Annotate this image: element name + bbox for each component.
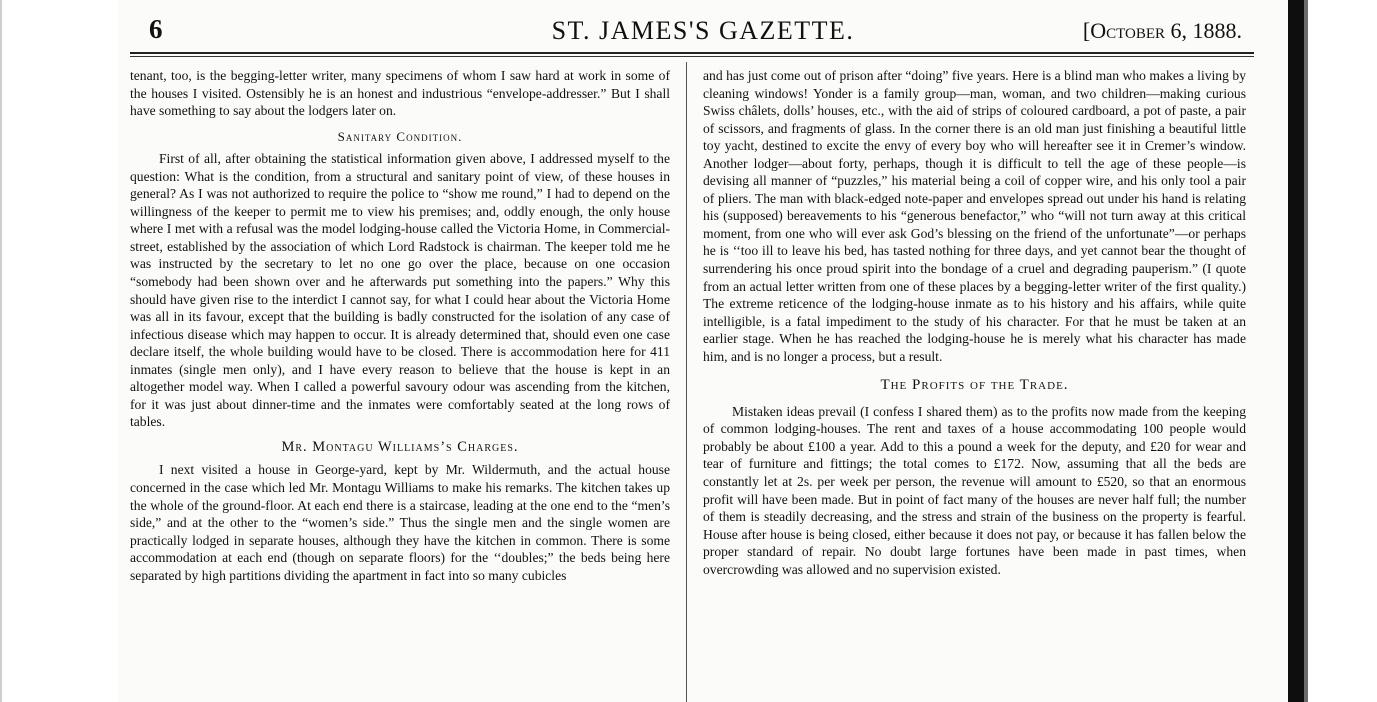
header-rule-bottom [130,56,1254,57]
viewer-right-margin [1308,0,1377,702]
heading-sanitary-condition: Sanitary Condition. [337,128,463,144]
heading-montagu-williams: Mr. Montagu Williams’s Charges. [281,438,519,455]
left-paragraph-george-yard: I next visited a house in George-yard, kept by Mr. Wildermuth, and the actual house concerned in the case which led Mr. Montagu Williams to make his remarks. The kitchen takes up the whole of the ground-floor. At each end there is a staircase, leading at the one end to the “men’s side,” and at the other to the “women’s side.” Thus the single men and the single women are practically lodged in separate houses, although they have the kitchen in common. There is some accommodation at each end (though on separate floors) for the ‘‘doubles;” the beds being here separated by high partitions dividing the apartment in fact into so many cubicles [130,462,670,583]
issue-date: [October 6, 1888. [1082,18,1242,43]
newspaper-page [118,0,1288,702]
right-column [703,67,1246,578]
left-paragraph-sanitary: First of all, after obtaining the statistical information given above, I addressed myself to the question: What is the condition, from a structural and sanitary point of view, of these houses in general? As I was not authorized to require the police to “show me round,” I had to depend on the willingness of the keeper to permit me to view his premises; and, oddly enough, the only house where I met with a refusal was the model lodging-house called the Victoria Home, in Commercial-street, established by the association of which Lord Radstock is chairman. The keeper told me he was instructed by the secretary to let no one go over the place, because on one occasion “somebody had been shown over and he afterwards put something into the papers.” Why this should have given rise to the interdict I cannot say, for what I could hear about the Victoria Home was all in its favour, except that the building is badly constructed for the isolation of any case of infectious disease which may happen to occur. It is already determined that, should even one case declare itself, the whole building would have to be closed. There is accommodation here for 411 inmates (single men only), and I have every reason to believe that the house is kept in an altogether model way. When I called a powerful savoury odour was ascending from the kitchen, for it was just about dinner-time and the inmates were comfortably seated at the long rows of tables. [130,151,670,430]
header-rule-top [130,52,1254,54]
right-paragraph-lodgers: and has just come out of prison after “doing” five years. Here is a blind man who makes a living by cleaning windows! Yonder is a family group—man, woman, and two children—making curious Swiss châlets, dolls’ houses, etc., with the aid of strips of coloured cardboard, a pot of paste, a pair of scissors, and fragments of glass. In the corner there is an old man just finishing a beautiful little toy yacht, destined to excite the envy of every boy who will hereafter see it in Cremer’s window. Another lodger—about forty, perhaps, though it is difficult to tell the age of these people—is devising all manner of “puzzles,” his material being a coil of copper wire, and his only tool a pair of pliers. The man with black-edged note-paper and envelopes spread out under his hand is relating his (supposed) bereavements to his “generous benefactor,” who “will not turn away at this critical moment, from one who will ever ask God’s blessing on the friend of the unfortunate”—or perhaps he is ‘‘too ill to leave his bed, has tasted nothing for three days, and yet cannot bear the thought of surrendering his once proud spirit into the bondage of a cruel and degrading pauperism.” (I quote from an actual letter written from one of these places by a begging-letter writer of the first quality.) The extreme reticence of the lodging-house inmate as to his history and his affairs, while quite intelligible, is a fatal impediment to the study of his character. For that he must be taken at an earlier stage. When he has reached the lodging-house he is merely what his character has made him, and is no longer a process, but a result. [703,68,1246,364]
page-header [118,14,1288,54]
left-intro-paragraph: tenant, too, is the begging-letter writer, many specimens of whom I saw hard at work in some of the houses I visited. Ostensibly he is an honest and industrious “envelope-addresser.” But I shall have something to say about the lodgers later on. [130,68,670,119]
viewer-left-border [0,0,2,702]
column-divider [686,62,687,702]
right-paragraph-profits: Mistaken ideas prevail (I confess I shared them) as to the profits now made from the keeping of common lodging-houses. The rent and taxes of a house accommodating 100 people would probably be about £100 a year. Add to this a pound a week for the deputy, and £20 for wear and tear of furniture and fittings; the total comes to £172. Now, assuming that all the beds are constantly let at 2s. per week per person, the revenue will amount to £520, so that an enormous profit will have been made. But in point of fact many of the houses are never half full; the number of them is steadily decreasing, and the stress and strain of the business on the property is fearful. House after house is being closed, either because it does not pay, or because it has fallen below the proper standard of repair. No doubt large fortunes have been made in past times, when overcrowding was allowed and no supervision existed. [703,403,1246,577]
page-number: 6 [149,14,163,44]
heading-profits-of-trade: The Profits of the Trade. [880,377,1069,394]
masthead-title: ST. JAMES'S GAZETTE. [551,16,855,45]
book-spine-shadow [1288,0,1304,702]
left-column [130,67,670,584]
